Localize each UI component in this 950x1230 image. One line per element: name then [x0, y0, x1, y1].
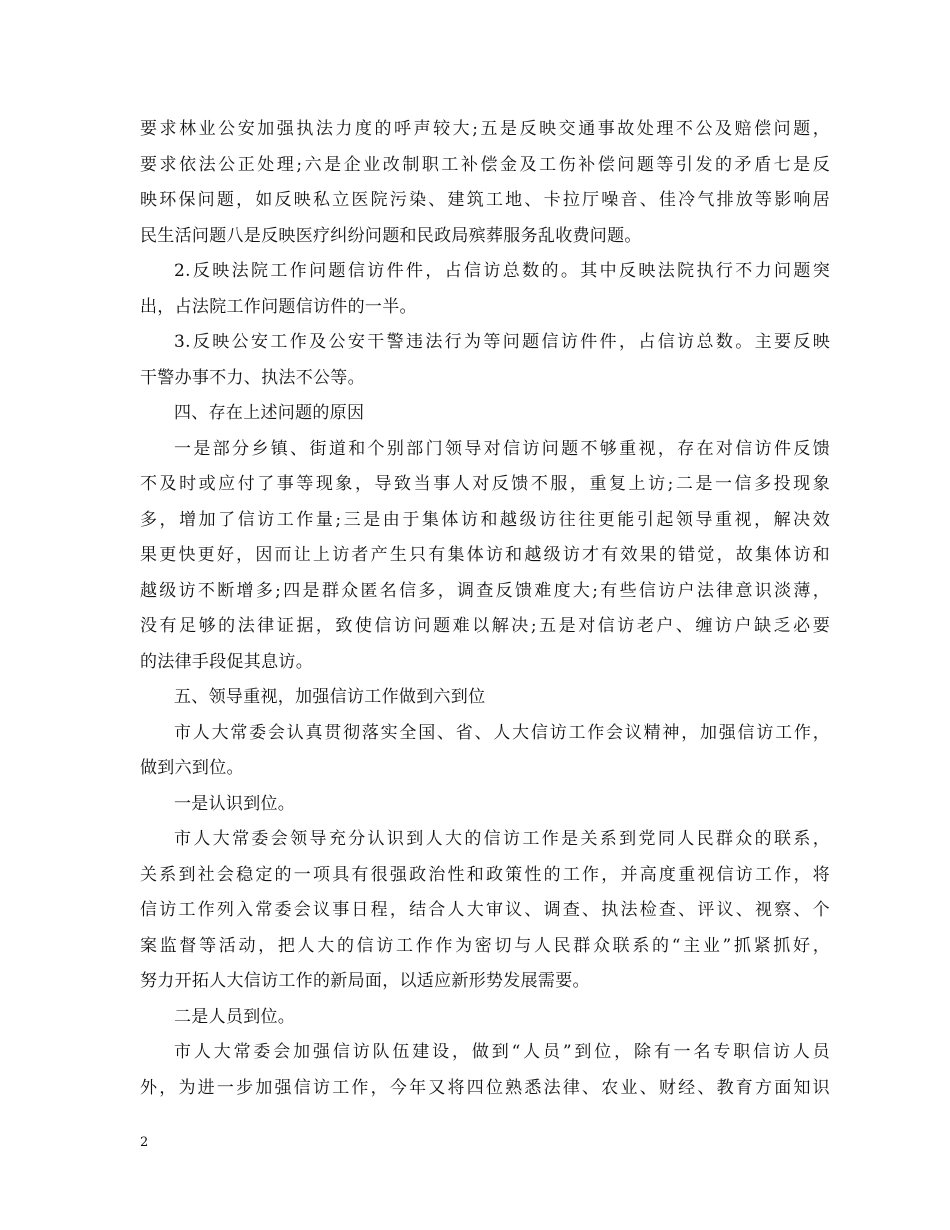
text-line: 的法律手段促其息访。: [140, 651, 313, 672]
text-line: 出，占法院工作问题信访件的一半。: [140, 296, 417, 317]
text-line: 关系到社会稳定的一项具有很强政治性和政策性的工作，并高度重视信访工作，将: [140, 864, 830, 885]
text-line: 果更快更好，因而让上访者产生只有集体访和越级访才有效果的错觉，故集体访和: [140, 545, 830, 565]
text-line: 民生活问题八是反映医疗纠纷问题和民政局殡葬服务乱收费问题。: [140, 225, 642, 246]
subheading: 一是认识到位。: [174, 793, 296, 814]
text-line: 要求依法公正处理;六是企业改制职工补偿金及工伤补偿问题等引发的矛盾七是反: [140, 154, 830, 175]
text-line: 要求林业公安加强执法力度的呼声较大;五是反映交通事故处理不公及赔偿问题，: [140, 119, 830, 139]
text-line: 多，增加了信访工作量;三是由于集体访和越级访往往更能引起领导重视，解决效: [140, 509, 830, 530]
page-number: 2: [140, 1135, 149, 1150]
text-line: 越级访不断增多;四是群众匿名信多，调查反馈难度大;有些信访户法律意识淡薄，: [140, 580, 830, 601]
text-line: 市人大常委会领导充分认识到人大的信访工作是关系到党同人民群众的联系，: [174, 829, 830, 849]
text-line: 2.反映法院工作问题信访件件，占信访总数的。其中反映法院执行不力问题突: [174, 261, 830, 281]
text-line: 市人大常委会认真贯彻落实全国、省、人大信访工作会议精神，加强信访工作，: [174, 722, 830, 743]
text-line: 没有足够的法律证据，致使信访问题难以解决;五是对信访老户、缠访户缺乏必要: [140, 616, 830, 636]
text-line: 不及时或应付了事等现象，导致当事人对反馈不服，重复上访;二是一信多投现象: [140, 474, 830, 494]
section-heading: 四、存在上述问题的原因: [174, 403, 365, 423]
document-body: [140, 112, 830, 1106]
text-line: 外，为进一步加强信访工作，今年又将四位熟悉法律、农业、财经、教育方面知识: [140, 1077, 830, 1098]
text-line: 案监督等活动，把人大的信访工作作为密切与人民群众联系的“主业”抓紧抓好，: [140, 935, 830, 956]
text-line: 信访工作列入常委会议事日程，结合人大审议、调查、执法检查、评议、视察、个: [140, 900, 830, 920]
text-line: 做到六到位。: [140, 758, 244, 778]
text-line: 干警办事不力、执法不公等。: [140, 367, 365, 388]
text-line: 市人大常委会加强信访队伍建设，做到“人员”到位，除有一名专职信访人员: [174, 1042, 830, 1062]
subheading: 二是人员到位。: [174, 1006, 296, 1027]
text-line: 映环保问题，如反映私立医院污染、建筑工地、卡拉厅噪音、佳冷气排放等影响居: [140, 190, 830, 210]
section-heading: 五、领导重视，加强信访工作做到六到位: [174, 687, 486, 707]
text-line: 一是部分乡镇、街道和个别部门领导对信访问题不够重视，存在对信访件反馈: [174, 438, 830, 459]
text-line: 3.反映公安工作及公安干警违法行为等问题信访件件，占信访总数。主要反映: [174, 332, 830, 352]
text-line: 努力开拓人大信访工作的新局面，以适应新形势发展需要。: [140, 971, 590, 991]
